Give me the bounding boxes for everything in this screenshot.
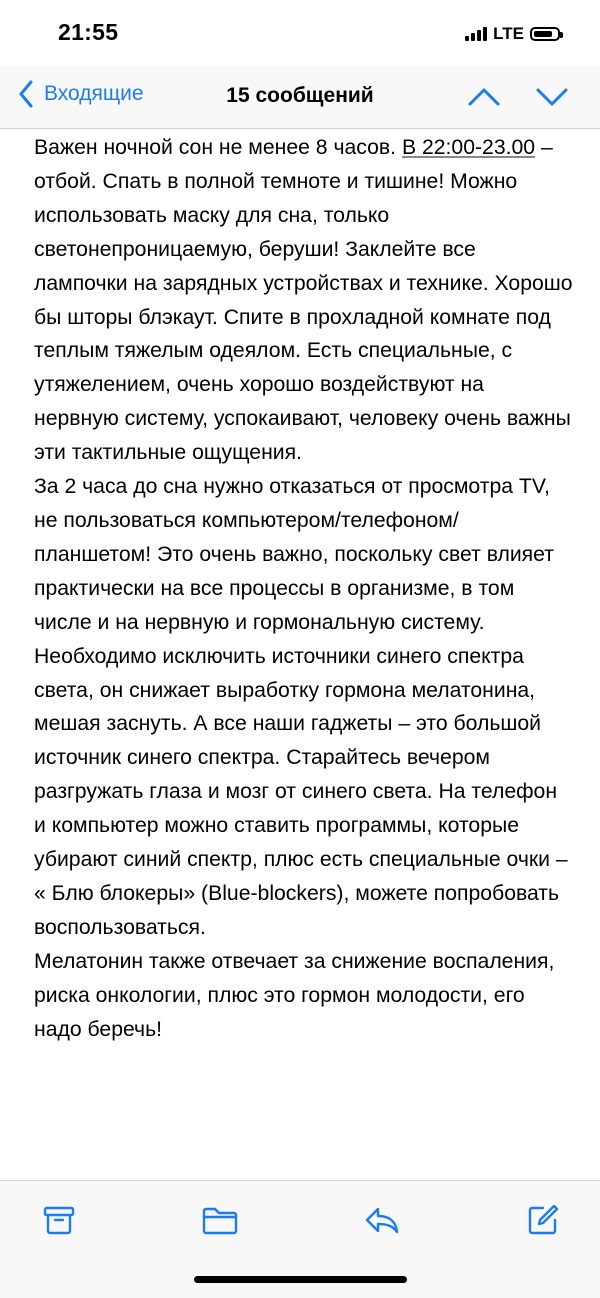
next-message-button[interactable]: [534, 82, 570, 117]
body-paragraph: [34, 131, 574, 470]
message-count-title: 15 сообщений: [226, 84, 374, 107]
chevron-up-icon: [466, 82, 502, 112]
body-text: – отбой. Спать в полной темноте и тишине! Можно использовать маску для сна, только светонепроницаемую, беруши! Заклейте все лампочки на зарядных устройствах и технике. Хорошо бы шторы блэкаут. Спите в прохладной комнате под теплым тяжелым одеялом. Есть специальные, с утяжелением, очень хорошо воздействуют на нервную систему, успокаивают, человеку очень важны эти тактильные ощущения.: [34, 136, 573, 465]
compose-button[interactable]: [526, 1203, 560, 1242]
move-to-folder-button[interactable]: [201, 1203, 239, 1242]
reply-button[interactable]: [363, 1203, 401, 1242]
status-time: 21:55: [58, 19, 119, 45]
date-link[interactable]: В 22:00-23.00: [401, 136, 536, 159]
signal-icon: [465, 27, 487, 41]
battery-icon: [530, 27, 560, 41]
message-body: [34, 131, 574, 1046]
archive-icon: [42, 1203, 76, 1237]
previous-message-button[interactable]: [466, 82, 502, 117]
compose-icon: [526, 1203, 560, 1237]
navigation-bar: [0, 66, 600, 129]
chevron-down-icon: [534, 82, 570, 112]
archive-button[interactable]: [42, 1203, 76, 1242]
status-indicators: [465, 24, 560, 44]
reply-icon: [363, 1203, 401, 1237]
network-label: LTE: [493, 24, 524, 43]
body-paragraph: Необходимо исключить источники синего спектра света, он снижает выработку гормона мелатонина, мешая заснуть. А все наши гаджеты – это большой источник синего спектра. Старайтесь вечером разгружать глаза и мозг от синего света. На телефон и компьютер можно ставить программы, которые убирают синий спектр, плюс есть специальные очки – « Блю блокеры» (Blue-blockers), можете попробовать воспользоваться.: [34, 644, 568, 939]
body-paragraph: За 2 часа до сна нужно отказаться от просмотра TV, не пользоваться компьютером/телефоном/планшетом! Это очень важно, поскольку свет влияет практически на все процессы в организме, в том числе и на нервную и гормональную систему.: [34, 475, 554, 634]
page-title: [0, 84, 600, 108]
back-label: Входящие: [44, 82, 144, 105]
home-indicator[interactable]: [194, 1276, 407, 1283]
folder-icon: [201, 1203, 239, 1237]
status-bar: [0, 0, 600, 66]
body-paragraph: Мелатонин также отвечает за снижение воспаления, риска онкологии, плюс это гормон молодости, его надо беречь!: [34, 949, 555, 1041]
body-text: Важен ночной сон не менее 8 часов.: [34, 136, 402, 159]
